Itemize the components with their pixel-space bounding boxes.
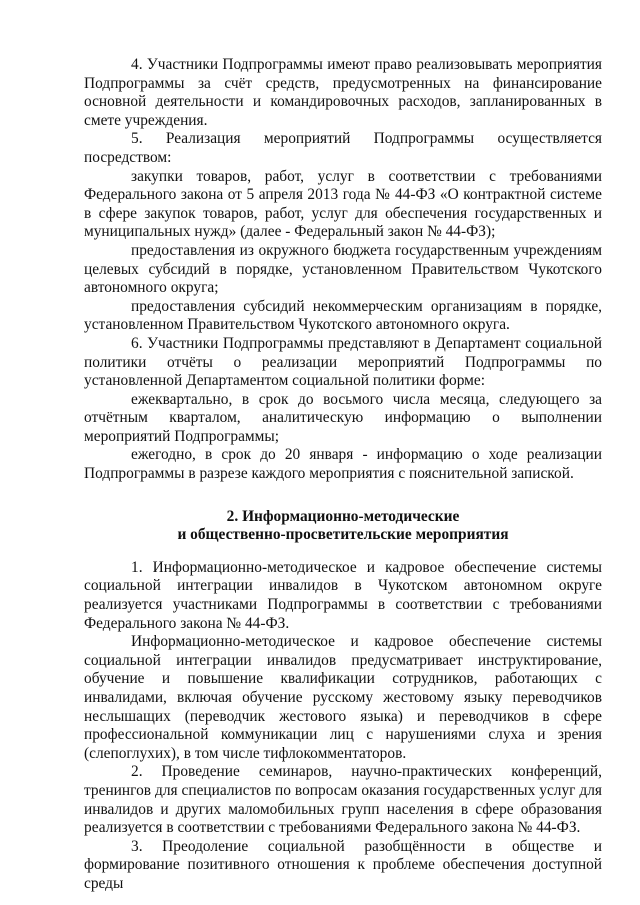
paragraph-quarterly-report: ежеквартально, в срок до восьмого числа месяца, следующего за отчётным кварталом, аналитическую информацию о выполнении мероприятий Подпрограммы; xyxy=(84,390,602,445)
section-1 xyxy=(84,56,602,484)
paragraph-item-6: 6. Участники Подпрограммы представляют в Департамент социальной политики отчёты о реализации мероприятий Подпрограммы по установленной Департаментом социальной политики форме: xyxy=(84,334,602,390)
section-2-heading xyxy=(84,508,602,545)
paragraph-methodological-support: 1. Информационно-методическое и кадровое обеспечение системы социальной интеграции инвалидов в Чукотском автономном округе реализуется участниками Подпрограммы в соответствии с требованиями Федерального закона № 44-ФЗ. xyxy=(84,558,602,632)
paragraph-annual-report: ежегодно, в срок до 20 января - информацию о ходе реализации Подпрограммы в разрезе каждого мероприятия с пояснительной запиской. xyxy=(84,446,602,483)
paragraph-item-4: 4. Участники Подпрограммы имеют право реализовывать мероприятия Подпрограммы за счёт средств, предусмотренных на финансирование основной деятельности и командировочных расходов, запланированных в смете учреждения. xyxy=(84,56,602,129)
paragraph-social-integration: 3. Преодоление социальной разобщённости в обществе и формирование позитивного отношения к проблеме обеспечения доступной среды xyxy=(84,837,602,892)
paragraph-subsidies-nonprofits: предоставления субсидий некоммерческим организациям в порядке, установленном Правительством Чукотского автономного округа. xyxy=(84,297,602,334)
paragraph-item-5: 5. Реализация мероприятий Подпрограммы осуществляется посредством: xyxy=(84,130,602,166)
paragraph-procurement: закупки товаров, работ, услуг в соответствии с требованиями Федерального закона от 5 апреля 2013 года № 44-ФЗ «О контрактной системе в сфере закупок товаров, работ, услуг для обеспечения государственных и муниципальных нужд» (далее - Федеральный закон № 44-ФЗ); xyxy=(84,167,602,241)
document-page xyxy=(84,56,602,894)
paragraph-subsidies-institutions: предоставления из окружного бюджета государственным учреждениям целевых субсидий в порядке, установленном Правительством Чукотского автономного округа; xyxy=(84,241,602,297)
paragraph-seminars: 2. Проведение семинаров, научно-практических конференций, тренингов для специалистов по вопросам оказания государственных услуг для инвалидов и других маломобильных групп населения в сфере образования реализуется в соответствии с требованиями Федерального закона № 44-ФЗ. xyxy=(84,763,602,837)
section-2-heading-line-2: и общественно-просветительские мероприятия xyxy=(177,526,509,544)
section-2-heading-line-1: 2. Информационно-методические xyxy=(226,507,460,525)
paragraph-staff-training: Информационно-методическое и кадровое обеспечение системы социальной интеграции инвалидов предусматривает инструктирование, обучение и повышение квалификации сотрудников, работающих с инвалидами, включая обучение русскому жестовому языку переводчиков неслышащих (переводчик жестового языка) и переводчиков в сфере профессиональной коммуникации лиц с нарушениями слуха и зрения (слепоглухих), в том числе тифлокомментаторов. xyxy=(84,633,602,762)
section-2 xyxy=(84,559,602,894)
